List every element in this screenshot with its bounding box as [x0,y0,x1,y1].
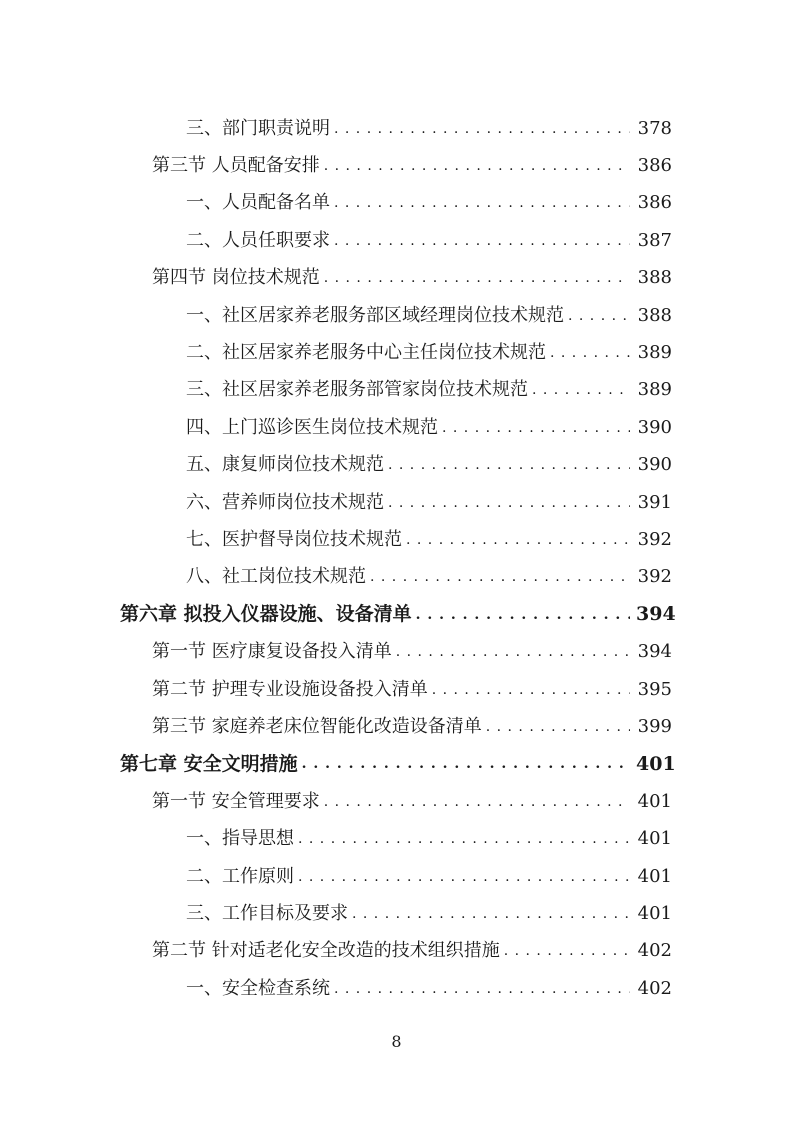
toc-entry-title: 一、指导思想 [186,828,294,850]
toc-entry-item[interactable] [0,222,793,259]
dot-leader [370,568,630,586]
toc-entry-item[interactable] [0,297,793,334]
toc-entry-page: 378 [637,117,672,139]
toc-entry-chapter[interactable] [0,596,793,633]
dot-leader [334,194,630,212]
dot-leader [302,755,630,773]
dot-leader [334,232,630,250]
toc-entry-title: 第三节 家庭养老床位智能化改造设备清单 [152,715,482,737]
dot-leader [442,419,630,437]
toc-entry-title: 五、康复师岗位技术规范 [186,454,384,476]
toc-entry-title: 三、社区居家养老服务部管家岗位技术规范 [186,379,528,401]
toc-entry-page: 389 [637,342,672,364]
dot-leader [324,157,630,175]
toc-entry-title: 三、部门职责说明 [186,117,330,139]
toc-entry-section[interactable] [0,783,793,820]
toc-entry-title: 第七章 安全文明措施 [120,752,298,775]
table-of-contents [0,110,793,1007]
toc-entry-title: 二、工作原则 [186,865,294,887]
dot-leader [432,681,630,699]
dot-leader [532,381,630,399]
toc-entry-title: 第六章 拟投入仪器设施、设备清单 [120,603,412,626]
toc-entry-item[interactable] [0,858,793,895]
toc-entry-page: 387 [637,229,672,251]
toc-entry-title: 七、医护督导岗位技术规范 [186,528,402,550]
toc-entry-page: 391 [637,491,672,513]
toc-entry-item[interactable] [0,372,793,409]
toc-entry-title: 第一节 医疗康复设备投入清单 [152,641,392,663]
toc-entry-item[interactable] [0,970,793,1007]
toc-entry-item[interactable] [0,110,793,147]
toc-entry-page: 388 [637,267,672,289]
dot-leader [324,793,630,811]
toc-entry-page: 401 [636,752,676,775]
toc-entry-page: 390 [637,454,672,476]
toc-entry-title: 六、营养师岗位技术规范 [186,491,384,513]
toc-entry-page: 392 [637,566,672,588]
toc-entry-item[interactable] [0,521,793,558]
toc-entry-page: 399 [637,715,672,737]
dot-leader [334,980,630,998]
toc-entry-page: 401 [637,865,672,887]
toc-entry-item[interactable] [0,185,793,222]
toc-entry-title: 第一节 安全管理要求 [152,790,320,812]
dot-leader [324,269,630,287]
dot-leader [550,344,630,362]
toc-entry-title: 四、上门巡诊医生岗位技术规范 [186,416,438,438]
toc-entry-title: 二、社区居家养老服务中心主任岗位技术规范 [186,342,546,364]
toc-entry-page: 401 [637,828,672,850]
dot-leader [388,494,630,512]
dot-leader [568,307,630,325]
toc-entry-page: 394 [637,641,672,663]
dot-leader [388,456,630,474]
toc-entry-page: 402 [637,977,672,999]
toc-entry-title: 第二节 护理专业设施设备投入清单 [152,678,428,700]
dot-leader [396,643,630,661]
toc-entry-title: 八、社工岗位技术规范 [186,566,366,588]
toc-entry-page: 386 [637,192,672,214]
toc-entry-page: 395 [637,678,672,700]
toc-entry-page: 401 [637,902,672,924]
toc-entry-chapter[interactable] [0,746,793,783]
toc-entry-page: 390 [637,416,672,438]
toc-entry-title: 一、社区居家养老服务部区域经理岗位技术规范 [186,304,564,326]
dot-leader [486,718,630,736]
toc-entry-page: 388 [637,304,672,326]
toc-entry-page: 394 [636,603,676,626]
toc-entry-item[interactable] [0,559,793,596]
dot-leader [298,868,630,886]
toc-entry-title: 一、安全检查系统 [186,977,330,999]
toc-entry-title: 第四节 岗位技术规范 [152,267,320,289]
dot-leader [334,120,630,138]
toc-entry-page: 402 [637,940,672,962]
toc-entry-item[interactable] [0,409,793,446]
toc-entry-section[interactable] [0,260,793,297]
toc-entry-item[interactable] [0,447,793,484]
dot-leader [352,905,630,923]
toc-entry-section[interactable] [0,933,793,970]
toc-entry-page: 392 [637,528,672,550]
toc-entry-section[interactable] [0,708,793,745]
toc-entry-page: 386 [637,155,672,177]
toc-entry-title: 第三节 人员配备安排 [152,155,320,177]
toc-entry-title: 三、工作目标及要求 [186,902,348,924]
dot-leader [298,830,630,848]
dot-leader [416,606,630,624]
toc-entry-item[interactable] [0,895,793,932]
toc-entry-title: 一、人员配备名单 [186,192,330,214]
toc-entry-item[interactable] [0,820,793,857]
toc-entry-page: 389 [637,379,672,401]
toc-entry-item[interactable] [0,484,793,521]
toc-entry-section[interactable] [0,147,793,184]
toc-entry-section[interactable] [0,633,793,670]
toc-entry-section[interactable] [0,671,793,708]
dot-leader [504,942,630,960]
page-number: 8 [391,1032,402,1051]
toc-entry-page: 401 [637,790,672,812]
toc-entry-title: 第二节 针对适老化安全改造的技术组织措施 [152,940,500,962]
toc-entry-item[interactable] [0,334,793,371]
dot-leader [406,531,630,549]
toc-entry-title: 二、人员任职要求 [186,229,330,251]
